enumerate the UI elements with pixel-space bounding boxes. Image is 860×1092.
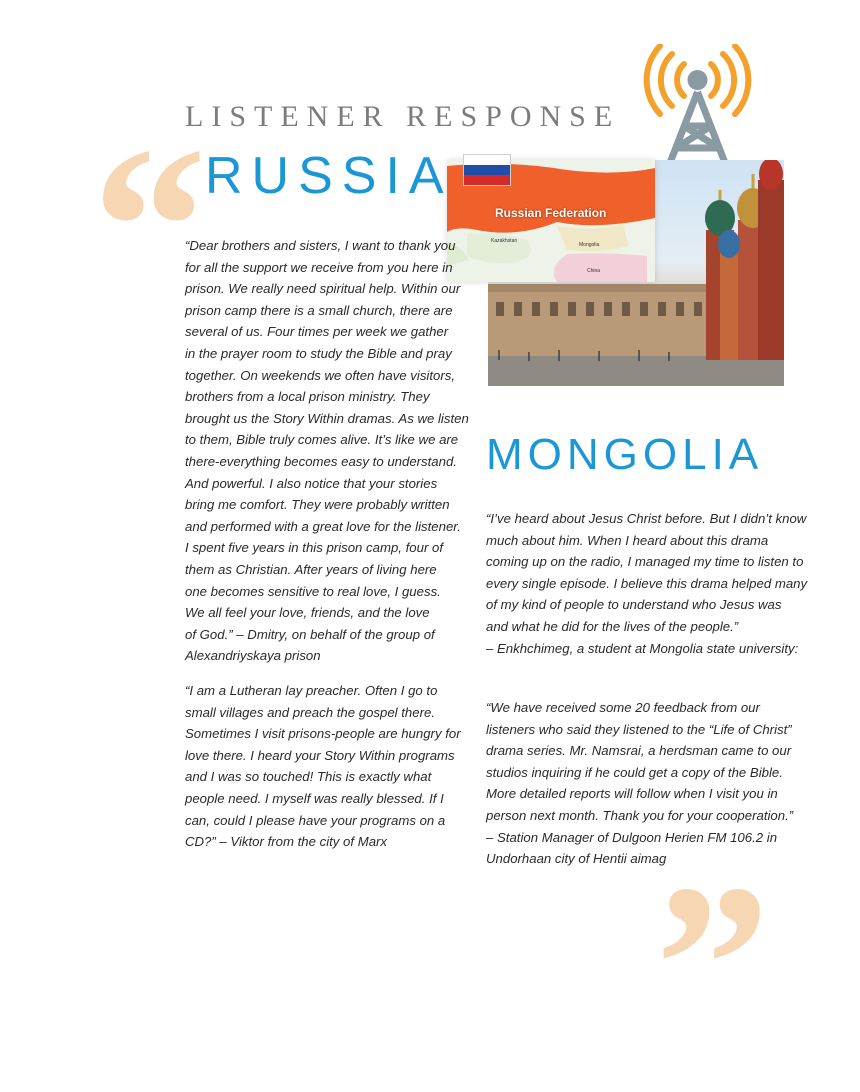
mongolia-testimonial-station-manager (486, 697, 793, 870)
mongolia-testimonial-enkhchimeg (486, 508, 807, 659)
text-line: together. On weekends we often have visitors, (185, 367, 456, 383)
text-line: CD?” – Viktor from the city of Marx (185, 834, 388, 850)
russia-testimonial-viktor (185, 680, 461, 853)
russian-flag-icon (463, 154, 511, 186)
text-line: “I am a Lutheran lay preacher. Often I go to (185, 683, 438, 698)
map-place-kazakhstan: Kazakhstan (491, 238, 518, 244)
text-line: Sometimes I visit prisons-people are hungry for (185, 726, 461, 742)
text-line: for all the support we receive from you here in (185, 259, 453, 275)
text-line: to them, Bible truly comes alive. It’s like we are (185, 432, 459, 448)
text-line: one becomes sensitive to real love, I guess. (185, 583, 441, 599)
text-line: person next month. Thank you for your cooperation.” (486, 807, 794, 823)
text-line: people need. I myself was really blessed. If I (185, 790, 444, 806)
text-line: coming up on the radio, I managed my time to listen to (486, 554, 804, 570)
text-line: “I’ve heard about Jesus Christ before. But I didn’t know (486, 511, 807, 526)
russia-title: RUSSIA (205, 147, 453, 205)
map-place-china: China (587, 268, 601, 274)
russia-testimonial-dmitry (185, 235, 469, 667)
text-line: We all feel your love, friends, and the love (185, 605, 430, 621)
text-line: studios inquiring if he could get a copy of the Bible. (486, 764, 783, 780)
close-quote-mark: ” (655, 837, 752, 1092)
text-line: and what he did for the lives of the people.” (486, 618, 739, 634)
text-line: “Dear brothers and sisters, I want to thank you (185, 238, 456, 253)
text-line: and performed with a great love for the listener. (185, 518, 461, 534)
text-line: – Enkhchimeg, a student at Mongolia state university: (486, 640, 799, 656)
radio-antenna-icon (640, 44, 755, 174)
text-line: of God.” – Dmitry, on behalf of the group of (185, 626, 435, 642)
text-line: several of us. Four times per week we gather (185, 324, 449, 340)
text-line: prison camp there is a small church, there are (185, 302, 453, 318)
text-line: small villages and preach the gospel there. (185, 704, 435, 720)
text-line: every single episode. I believe this drama helped many (486, 575, 808, 591)
text-line: – Station Manager of Dulgoon Herien FM 106.2 in (486, 829, 778, 845)
text-line: brothers from a local prison ministry. They (185, 389, 430, 405)
mongolia-title: MONGOLIA (486, 430, 764, 479)
text-line: them as Christian. After years of living here (185, 561, 437, 577)
text-line: and I was so touched! This is exactly what (185, 769, 432, 785)
text-line: “We have received some 20 feedback from our (486, 700, 760, 715)
text-line: Undorhaan city of Hentii aimag (486, 851, 667, 867)
map-title: Russian Federation (495, 206, 607, 220)
text-line: drama series. Mr. Namsrai, a herdsman came to our (486, 743, 792, 759)
text-line: there-everything becomes easy to understand. (185, 453, 457, 469)
map-place-mongolia: Mongolia (579, 242, 600, 248)
text-line: More detailed reports will follow when I visit you in (486, 786, 778, 802)
text-line: I spent five years in this prison camp, four of (185, 540, 444, 556)
open-quote-mark: “ (92, 99, 189, 354)
text-line: listeners who said they listened to the “Life of Christ” (486, 721, 792, 737)
text-line: brought us the Story Within dramas. As we listen (185, 410, 469, 426)
text-line: love there. I heard your Story Within programs (185, 747, 455, 763)
text-line: of my kind of people to understand who Jesus was (486, 597, 782, 613)
section-label: LISTENER RESPONSE (185, 100, 621, 133)
text-line: prison. We really need spiritual help. Within our (185, 281, 461, 297)
text-line: bring me comfort. They were probably written (185, 497, 450, 513)
text-line: And powerful. I also notice that your stories (185, 475, 438, 491)
text-line: Alexandriyskaya prison (185, 648, 321, 664)
text-line: in the prayer room to study the Bible and pray (185, 345, 452, 361)
text-line: much about him. When I heard about this drama (486, 532, 769, 548)
text-line: can, could I please have your programs on a (185, 812, 446, 828)
